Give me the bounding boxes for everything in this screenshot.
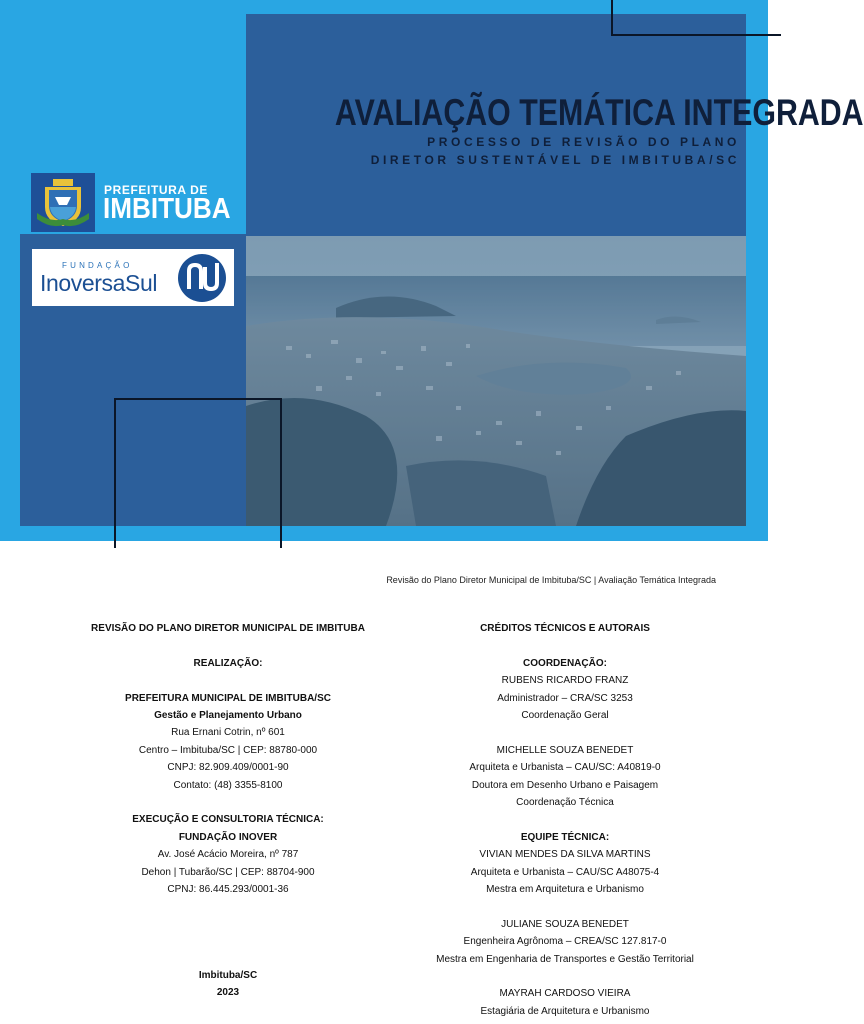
coat-of-arms-icon (31, 173, 95, 232)
prefeitura-imbituba-logo (31, 173, 231, 232)
credits-left-column (63, 620, 393, 898)
prefeitura-logo-big-text: IMBITUBA (103, 193, 231, 225)
fundacao-address: Av. José Acácio Moreira, nº 787 (157, 849, 299, 861)
credits-right-column (400, 620, 730, 1020)
person-degree: Doutora em Desenho Urbano e Paisagem (471, 779, 659, 791)
fundacao-logo-small-text: FUNDAÇÃO (62, 261, 133, 270)
person-name: JULIANE SOUZA BENEDET (501, 918, 629, 930)
cover-subtitle-line1: PROCESSO DE REVISÃO DO PLANO (427, 135, 740, 149)
prefeitura-cnpj: CNPJ: 82.909.409/0001-90 (167, 762, 289, 774)
person-name: MAYRAH CARDOSO VIEIRA (499, 988, 631, 1000)
decorative-frame-bottom-left (114, 398, 282, 548)
decorative-frame-top-right (611, 0, 781, 36)
fundacao-logo-name: InoversaSul (40, 270, 158, 296)
cover-subtitle-line2: DIRETOR SUSTENTÁVEL DE IMBITUBA/SC (370, 153, 740, 167)
fundacao-city: Dehon | Tubarão/SC | CEP: 88704-900 (141, 866, 315, 878)
person-degree: Mestra em Engenharia de Transportes e Gestão Territorial (436, 953, 694, 965)
right-heading: CRÉDITOS TÉCNICOS E AUTORAIS (480, 623, 650, 634)
person-role: Arquiteta e Urbanista – CAU/SC A48075-4 (470, 866, 660, 878)
prefeitura-address: Rua Ernani Cotrin, nº 601 (171, 727, 285, 739)
coordenacao-label: COORDENAÇÃO: (523, 657, 607, 669)
left-heading: REVISÃO DO PLANO DIRETOR MUNICIPAL DE IMBITUBA (91, 623, 365, 634)
fundacao-name: FUNDAÇÃO INOVER (178, 831, 278, 843)
prefeitura-contact: Contato: (48) 3355-8100 (173, 779, 283, 791)
person-name: MICHELLE SOUZA BENEDET (496, 744, 634, 756)
person-function: Coordenação Geral (521, 710, 609, 722)
running-header: Revisão do Plano Diretor Municipal de Imbituba/SC | Avaliação Temática Integrada (386, 575, 716, 585)
prefeitura-city: Centro – Imbituba/SC | CEP: 88780-000 (138, 744, 318, 756)
realizacao-label: REALIZAÇÃO: (193, 657, 263, 669)
cover-title: AVALIAÇÃO TEMÁTICA INTEGRADA (334, 92, 864, 133)
person-degree: Mestra em Arquitetura e Urbanismo (486, 884, 644, 896)
place-and-year (63, 967, 393, 1002)
year: 2023 (216, 987, 240, 999)
cover-aerial-photo (246, 236, 746, 526)
fundacao-cnpj: CPNJ: 86.445.293/0001-36 (167, 884, 289, 896)
inoversasul-mark-icon (175, 251, 230, 304)
place: Imbituba/SC (198, 970, 258, 981)
prefeitura-name: PREFEITURA MUNICIPAL DE IMBITUBA/SC (125, 692, 331, 704)
person-role: Engenheira Agrônoma – CREA/SC 127.817-0 (463, 936, 667, 948)
cover-title-panel (246, 14, 864, 236)
execucao-label: EXECUÇÃO E CONSULTORIA TÉCNICA: (132, 814, 324, 826)
prefeitura-logo-small-text: PREFEITURA DE (104, 183, 209, 197)
person-role: Arquiteta e Urbanista – CAU/SC: A40819-0 (469, 762, 661, 774)
prefeitura-dept: Gestão e Planejamento Urbano (154, 710, 302, 721)
equipe-label: EQUIPE TÉCNICA: (520, 831, 610, 843)
person-function: Coordenação Técnica (516, 797, 614, 809)
person-role: Estagiária de Arquitetura e Urbanismo (480, 1005, 650, 1017)
person-name: VIVIAN MENDES DA SILVA MARTINS (479, 849, 651, 861)
person-role: Administrador – CRA/SC 3253 (497, 692, 633, 704)
fundacao-inoversasul-logo (32, 249, 234, 306)
person-name: RUBENS RICARDO FRANZ (501, 675, 629, 687)
